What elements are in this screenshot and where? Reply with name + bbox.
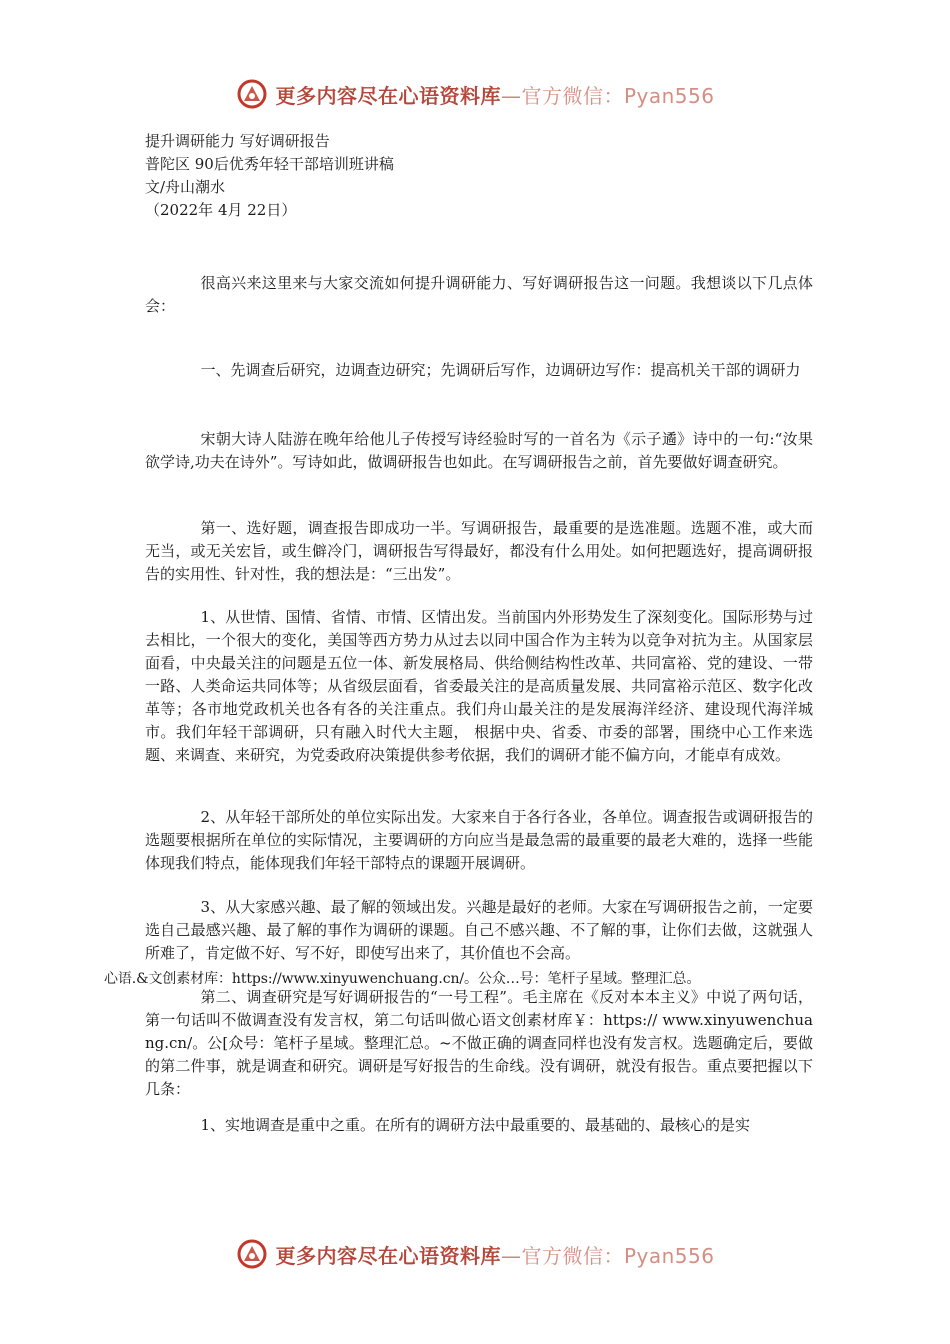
document-header: [145, 130, 394, 222]
paragraph-first: 第一、选好题，调查报告即成功一半。写调研报告，最重要的是选准题。选题不准，或大而无当，或无关宏旨，或生僻冷门，调研报告写得最好，都没有什么用处。如何把题选好，提高调研报告的实用性、针对性，我的想法是：“三出发”。: [145, 519, 813, 583]
brand-logo-icon: [235, 77, 269, 111]
document-date: （2022年 4月 22日）: [145, 201, 297, 219]
banner-wechat-text: 官方微信：Pyan556: [521, 1243, 715, 1268]
top-banner: [0, 74, 950, 114]
brand-logo-icon: [235, 1237, 269, 1271]
banner-dash: —: [500, 83, 522, 108]
paragraph-point-2: 2、从年轻干部所处的单位实际出发。大家来自于各行各业，各单位。调查报告或调研报告的选题要根据所在单位的实际情况，主要调研的方向应当是最急需的最重要的最老大难的，选择一些能体现我们特点，能体现我们年轻干部特点的课题开展调研。: [145, 808, 813, 872]
banner-text: [275, 80, 714, 109]
banner-strong-text: 更多内容尽在心语资料库: [275, 83, 501, 108]
document-subtitle: 普陀区 90后优秀年轻干部培训班讲稿: [145, 155, 394, 173]
banner-wechat-text: 官方微信：Pyan556: [521, 83, 715, 108]
banner-dash: —: [500, 1243, 522, 1268]
section-heading-1: 一、先调查后研究，边调查边研究；先调研后写作，边调研边写作：提高机关干部的调研力: [200, 361, 801, 379]
paragraph-second-point-1: 1、实地调查是重中之重。在所有的调研方法中最重要的、最基础的、最核心的是实: [200, 1116, 751, 1134]
banner-text: [275, 1240, 714, 1269]
bottom-banner: [0, 1234, 950, 1274]
paragraph-point-1: 1、从世情、国情、省情、市情、区情出发。当前国内外形势发生了深刻变化。国际形势与过去相比，一个很大的变化，美国等西方势力从过去以同中国合作为主转为以竞争对抗为主。从国家层面看，中央最关注的问题是五位一体、新发展格局、供给侧结构性改革、共同富裕、党的建设、一带一路、人类命运共同体等；从省级层面看，省委最关注的是高质量发展、共同富裕示范区、数字化改革等；各市地党政机关也各有各的关注重点。我们舟山最关注的是发展海洋经济、建设现代海洋城市。我们年轻干部调研，只有融入时代大主题， 根据中央、省委、市委的部署，围绕中心工作来选题、来调查、来研究，为党委政府决策提供参考依据，我们的调研才能不偏方向，才能卓有成效。: [145, 608, 813, 764]
banner-strong-text: 更多内容尽在心语资料库: [275, 1243, 501, 1268]
paragraph-point-3: 3、从大家感兴趣、最了解的领域出发。兴趣是最好的老师。大家在写调研报告之前，一定要选自己最感兴趣、最了解的事作为调研的课题。自己不感兴趣、不了解的事，让你们去做，这就强人所难了，肯定做不好、写不好，即使写出来了，其价值也不会高。: [145, 898, 813, 962]
watermark-line: 心语.&文创素材库：https://www.xinyuwenchuang.cn/。公众…号：笔杆子星域。整理汇总。: [104, 971, 701, 987]
paragraph-lu-you: 宋朝大诗人陆游在晚年给他儿子传授写诗经验时写的一首名为《示子遹》诗中的一句:“汝果欲学诗,功夫在诗外”。写诗如此，做调研报告也如此。在写调研报告之前，首先要做好调查研究。: [145, 430, 813, 471]
document-title: 提升调研能力 写好调研报告: [145, 132, 330, 150]
paragraph-intro: 很高兴来这里来与大家交流如何提升调研能力、写好调研报告这一问题。我想谈以下几点体会：: [145, 274, 813, 315]
paragraph-second: 第二、调查研究是写好调研报告的“一号工程”。毛主席在《反对本本主义》中说了两句话，第一句话叫不做调查没有发言权，第二句话叫做心语文创素材库￥：https:// www.xinyuwenchuang.cn/。公[众号：笔杆子星域。整理汇总。~不做正确的调查同样也没有发言权。选题确定后，要做的第二件事，就是调查和研究。调研是写好报告的生命线。没有调研，就没有报告。重点要把握以下几条：: [145, 988, 813, 1098]
document-author: 文/舟山潮水: [145, 178, 226, 196]
